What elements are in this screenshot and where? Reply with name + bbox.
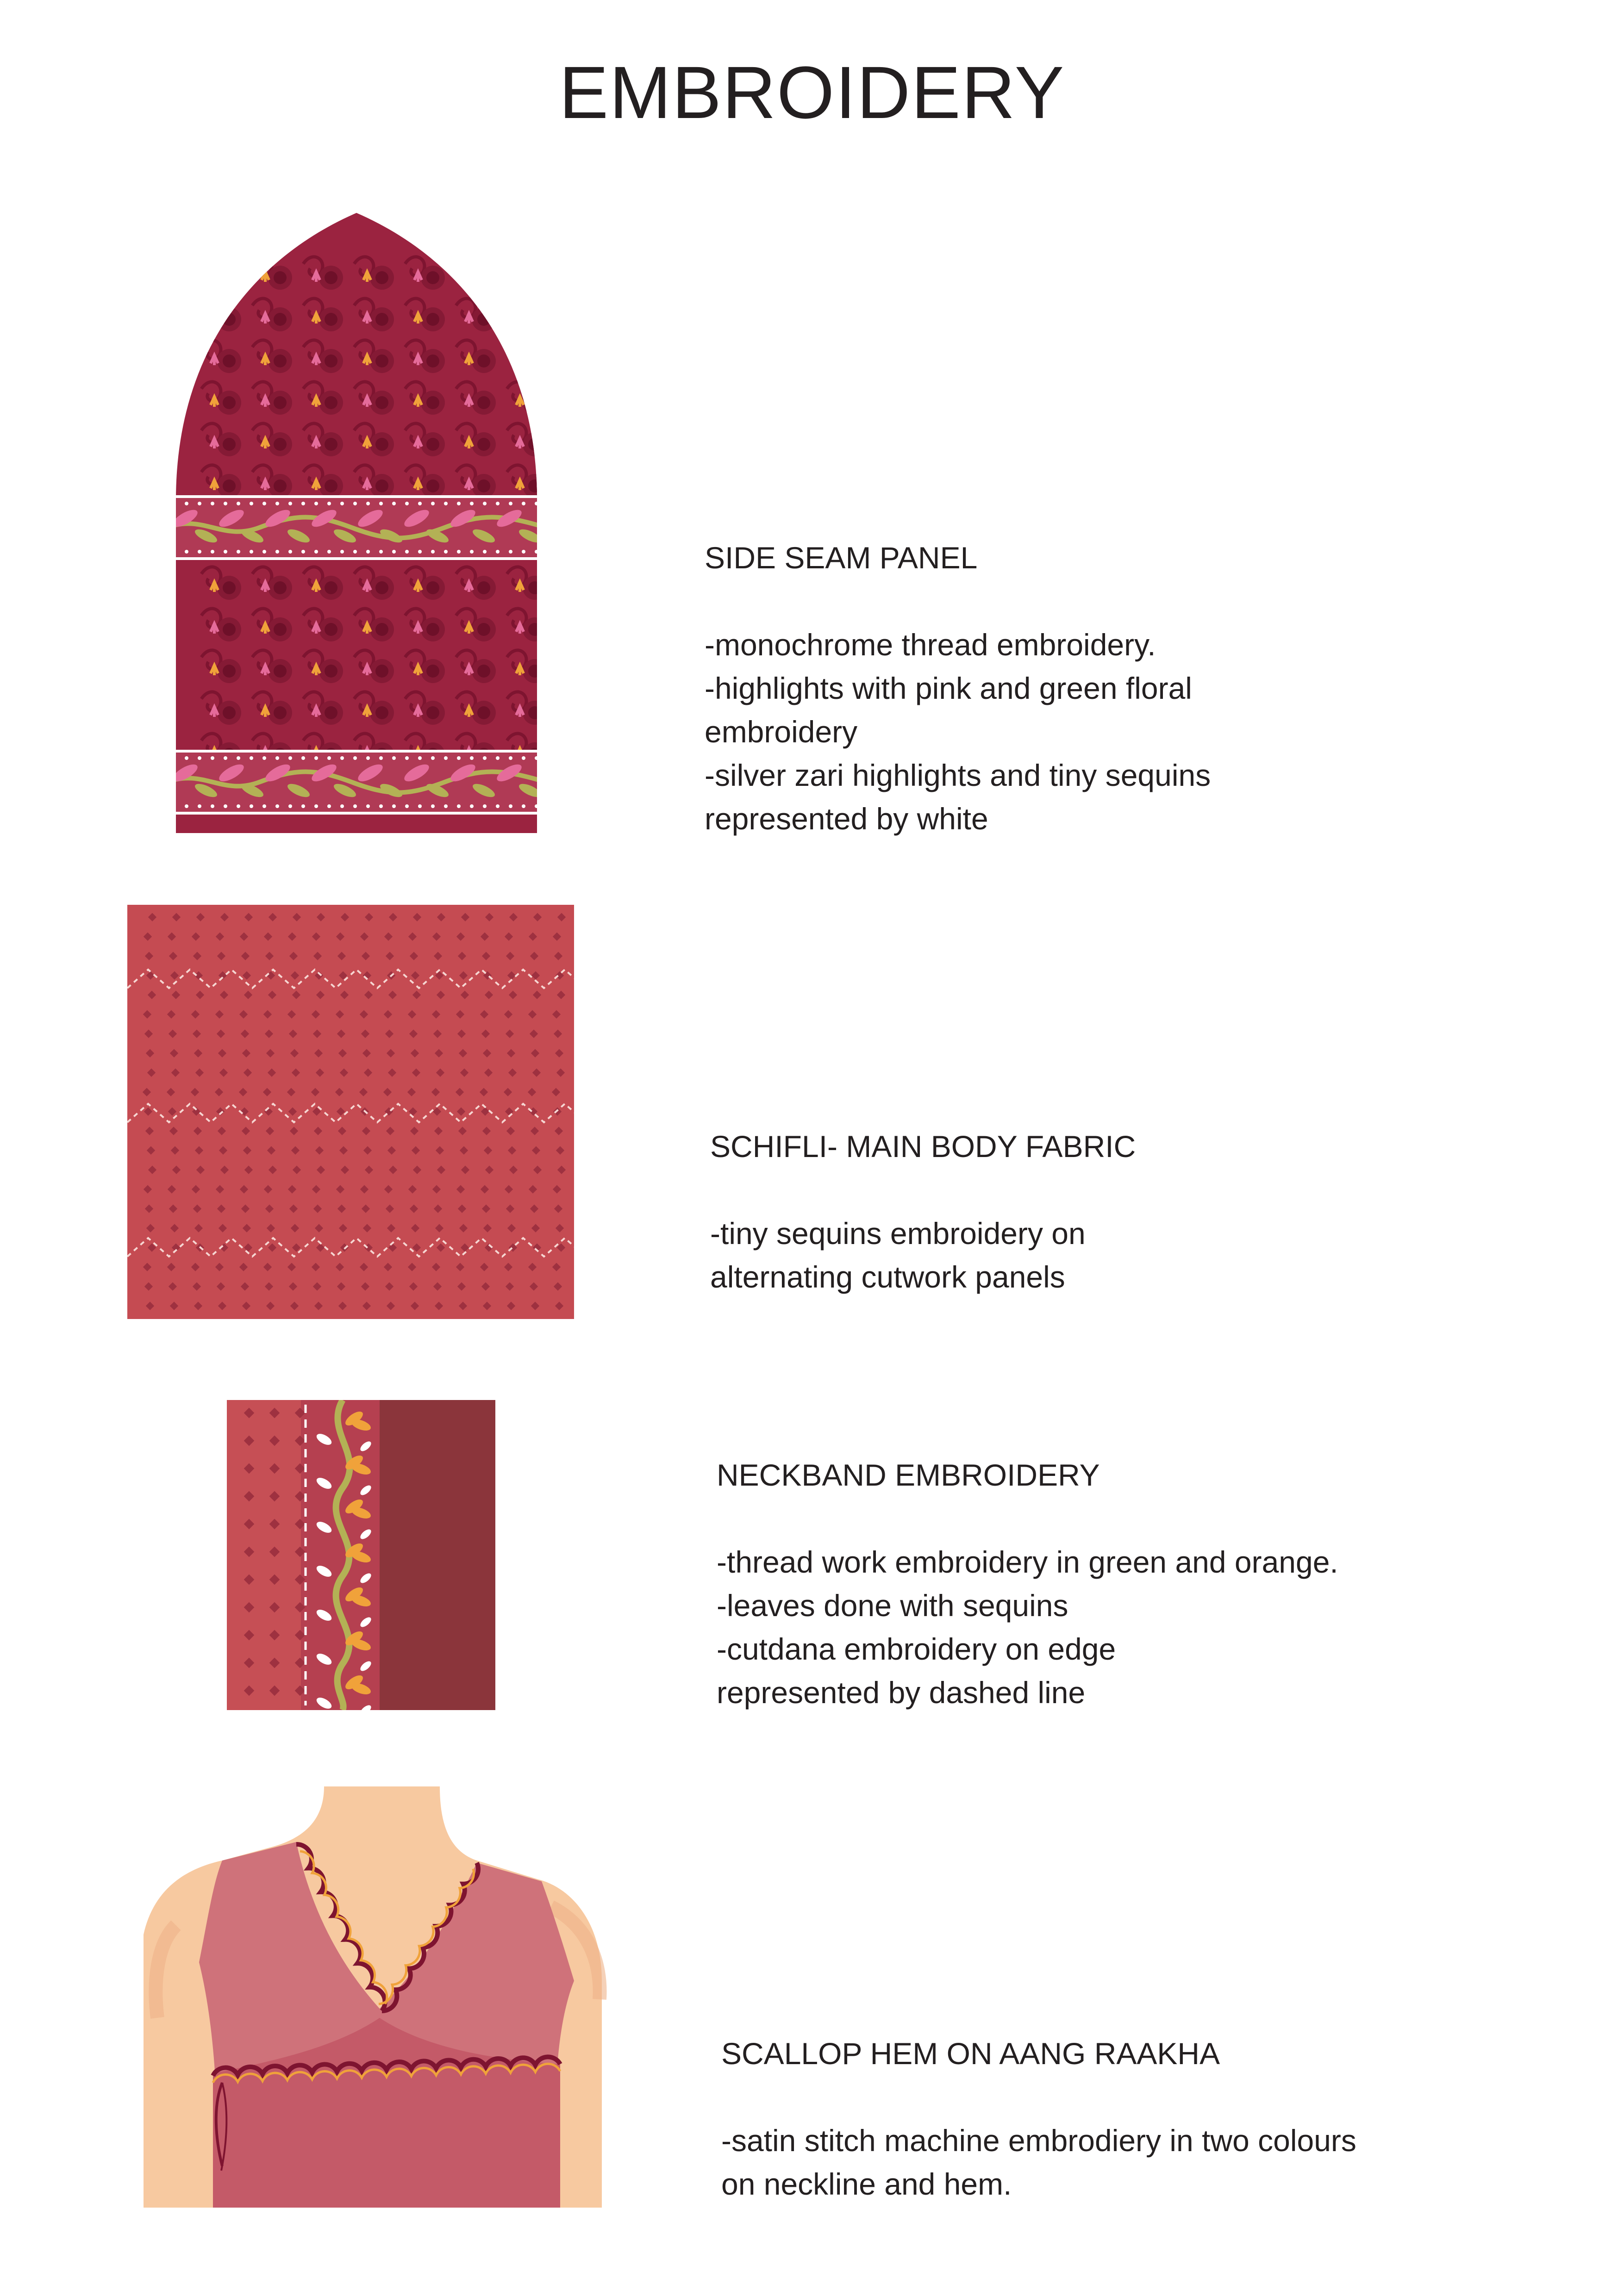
description-line: -silver zari highlights and tiny sequins bbox=[705, 758, 1211, 792]
side-seam-description bbox=[705, 536, 1211, 840]
scallop-heading: SCALLOP HEM ON AANG RAAKHA bbox=[721, 2036, 1220, 2071]
description-line: embroidery bbox=[705, 715, 858, 749]
neckband-swatch bbox=[227, 1400, 495, 1710]
description-line: represented by dashed line bbox=[717, 1675, 1086, 1710]
schifli-fabric-swatch bbox=[127, 905, 574, 1319]
description-line: represented by white bbox=[705, 802, 988, 836]
description-line: alternating cutwork panels bbox=[710, 1260, 1065, 1294]
schifli-description bbox=[710, 1125, 1136, 1299]
description-line: -thread work embroidery in green and orange. bbox=[717, 1545, 1338, 1579]
aang-raakha-garment bbox=[144, 1786, 611, 2208]
neckband-description bbox=[717, 1453, 1338, 1714]
description-line: -satin stitch machine embrodiery in two colours bbox=[721, 2123, 1356, 2158]
description-line: -monochrome thread embroidery. bbox=[705, 628, 1156, 662]
scallop-description bbox=[721, 2032, 1356, 2206]
schifli-heading: SCHIFLI- MAIN BODY FABRIC bbox=[710, 1129, 1136, 1164]
description-line: on neckline and hem. bbox=[721, 2167, 1012, 2201]
page-title: EMBROIDERY bbox=[559, 51, 1065, 134]
side-seam-heading: SIDE SEAM PANEL bbox=[705, 541, 978, 575]
description-line: -highlights with pink and green floral bbox=[705, 671, 1192, 705]
neckband-heading: NECKBAND EMBROIDERY bbox=[717, 1458, 1100, 1492]
description-line: -tiny sequins embroidery on bbox=[710, 1216, 1086, 1251]
side-seam-panel-swatch bbox=[167, 204, 546, 833]
description-line: -cutdana embroidery on edge bbox=[717, 1632, 1116, 1666]
description-line: -leaves done with sequins bbox=[717, 1588, 1068, 1623]
